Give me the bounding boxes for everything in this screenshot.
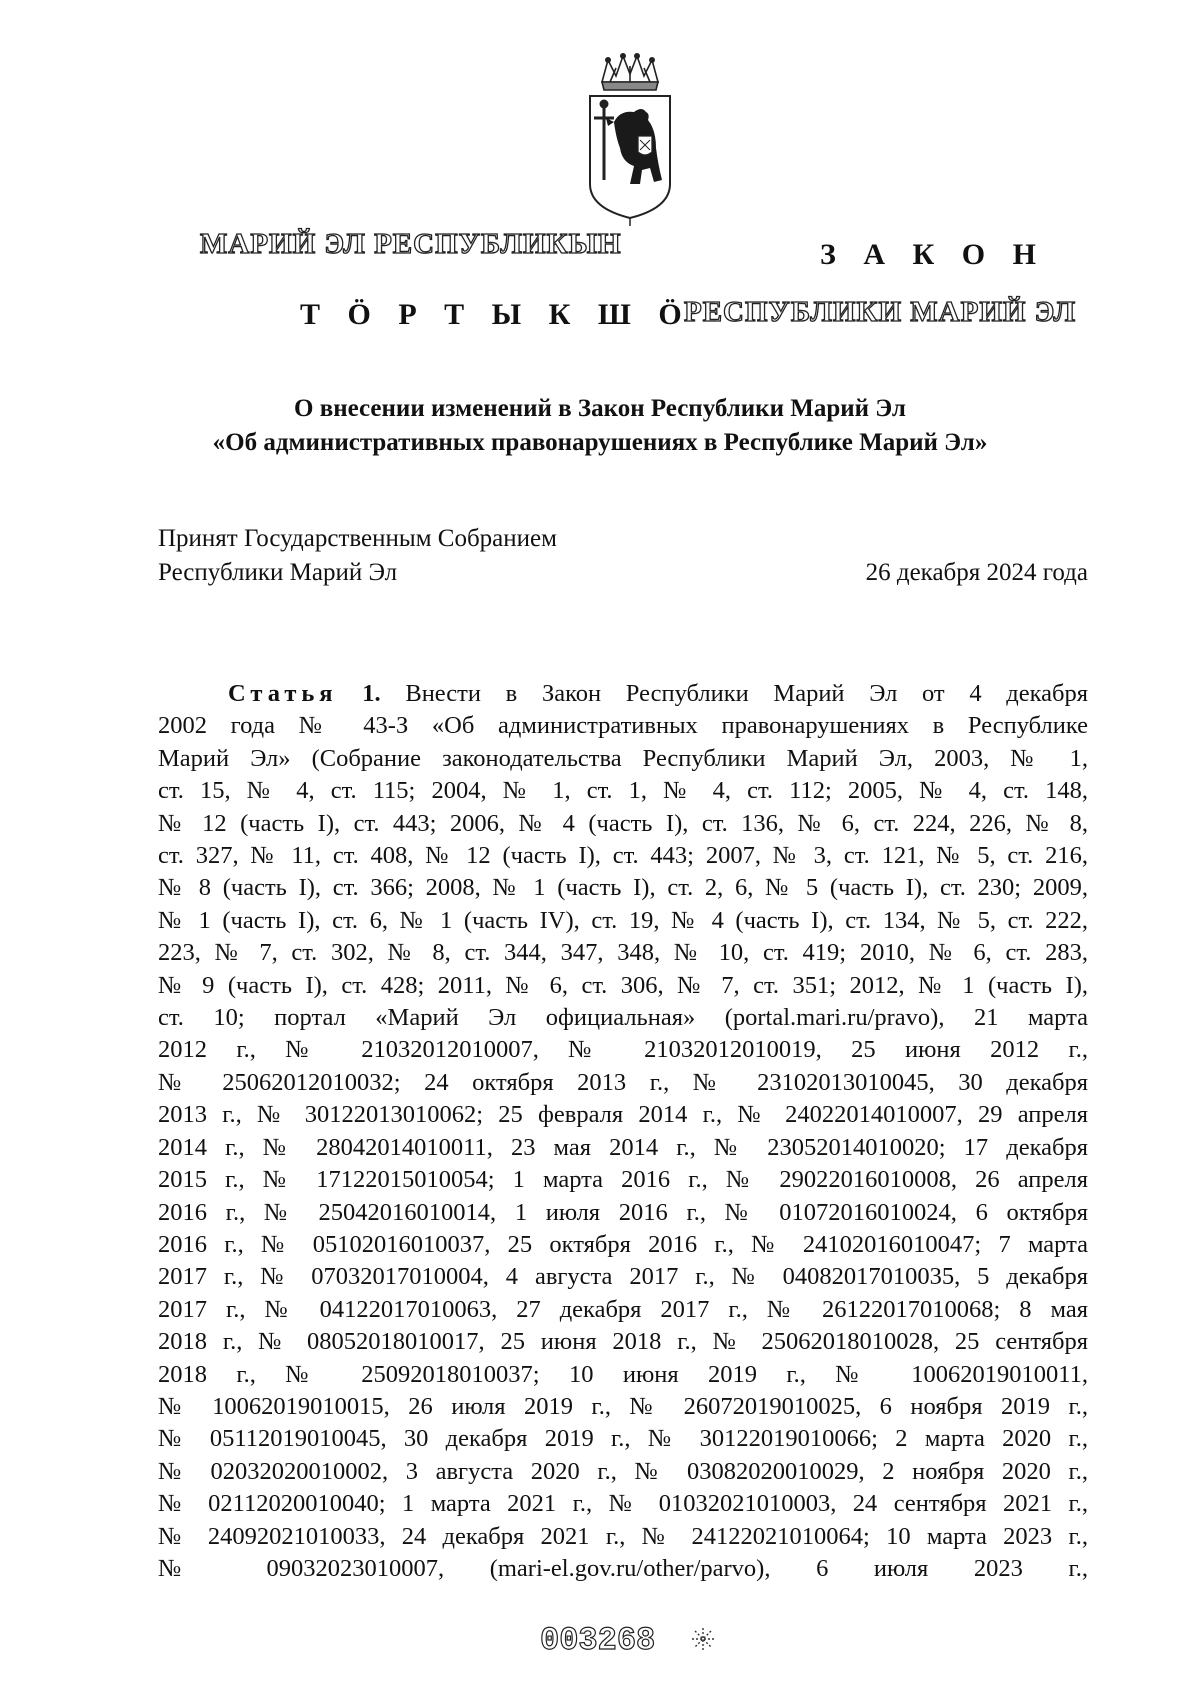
article-line: Статья 1. Внести в Закон Республики Марий Эл от 4 декабря (228, 680, 1089, 707)
article-line: 2015 г., № 17122015010054; 1 марта 2016 г., № 29022016010008, 26 апреля (158, 1166, 1088, 1194)
article-line: № 1 (часть I), ст. 6, № 1 (часть IV), ст. 19, № 4 (часть I), ст. 134, № 5, ст. 222, (158, 906, 1088, 934)
small-shield-icon (638, 136, 652, 155)
article-line: № 24092021010033, 24 декабря 2021 г., № 24122021010064; 10 марта 2023 г., (158, 1522, 1088, 1550)
article-line: ст. 327, № 11, ст. 408, № 12 (часть I), ст. 443; 2007, № 3, ст. 121, № 5, ст. 216, (158, 842, 1088, 870)
adopted-line1: Принят Государственным Собранием (158, 525, 557, 552)
adopted-statement (158, 522, 557, 590)
article-line: 223, № 7, ст. 302, № 8, ст. 344, 347, 348, № 10, ст. 419; 2010, № 6, ст. 283, (158, 939, 1088, 967)
article-line: № 9 (часть I), ст. 428; 2011, № 6, ст. 306, № 7, ст. 351; 2012, № 1 (часть I), (158, 971, 1088, 999)
article-line: Марий Эл» (Собрание законодательства Республики Марий Эл, 2003, № 1, (158, 744, 1088, 772)
article-1 (158, 678, 1088, 1585)
law-title-line1: О внесении изменений в Закон Республики Марий Эл (294, 395, 906, 422)
article-line: № 05112019010045, 30 декабря 2019 г., № 30122019010066; 2 марта 2020 г., (158, 1425, 1088, 1453)
adopted-line2: Республики Марий Эл (158, 559, 398, 586)
article-line: 2017 г., № 04122017010063, 27 декабря 2017 г., № 26122017010068; 8 мая (158, 1295, 1088, 1323)
law-title (150, 392, 1050, 460)
article-line: № 12 (часть I), ст. 443; 2006, № 4 (часть I), ст. 136, № 6, ст. 224, 226, № 8, (158, 809, 1088, 837)
article-line: № 02112020010040; 1 марта 2021 г., № 01032021010003, 24 сентября 2021 г., (158, 1490, 1088, 1518)
coat-of-arms-emblem (580, 52, 680, 232)
article-line: № 02032020010002, 3 августа 2020 г., № 03082020010029, 2 ноября 2020 г., (158, 1457, 1088, 1485)
article-line: 2018 г., № 25092018010037; 10 июня 2019 г., № 10062019010011, (158, 1360, 1088, 1388)
article-line: 2014 г., № 28042014010011, 23 мая 2014 г., № 23052014010020; 17 декабря (158, 1133, 1088, 1161)
article-line: 2017 г., № 07032017010004, 4 августа 2017 г., № 04082017010035, 5 декабря (158, 1263, 1088, 1291)
article-line: № 09032023010007, (mari-el.gov.ru/other/parvo), 6 июля 2023 г., (158, 1554, 1088, 1582)
article-label: Статья (228, 680, 338, 707)
article-line: № 25062012010032; 24 октября 2013 г., № 23102013010045, 30 декабря (158, 1068, 1088, 1096)
header-mari-line2: Т Ö Р Т Ы К Ш Ö (300, 298, 692, 331)
header-mari-line1: МАРИЙ ЭЛ РЕСПУБЛИКЫН (200, 228, 622, 260)
article-number: 1. (362, 680, 381, 707)
article-line: 2018 г., № 08052018010017, 25 июня 2018 г., № 25062018010028, 25 сентября (158, 1328, 1088, 1356)
adopted-date: 26 декабря 2024 года (865, 559, 1088, 586)
article-line: № 8 (часть I), ст. 366; 2008, № 1 (часть I), ст. 2, 6, № 5 (часть I), ст. 230; 2009, (158, 874, 1088, 902)
article-line: 2012 г., № 21032012010007, № 21032012010019, 25 июня 2012 г., (158, 1036, 1088, 1064)
decorative-star-icon (690, 1626, 716, 1652)
crown-icon (602, 54, 658, 90)
header-ru-line1: З А К О Н (820, 238, 1046, 271)
article-line: 2016 г., № 25042016010014, 1 июля 2016 г., № 01072016010024, 6 октября (158, 1198, 1088, 1226)
article-line: ст. 10; портал «Марий Эл официальная» (portal.mari.ru/pravo), 21 марта (158, 1004, 1088, 1032)
law-title-line2: «Об административных правонарушениях в Республике Марий Эл» (212, 429, 988, 456)
document-serial-number: 003268 (540, 1622, 656, 1659)
header-ru-line2: РЕСПУБЛИКИ МАРИЙ ЭЛ (684, 296, 1077, 328)
article-line: 2013 г., № 30122013010062; 25 февраля 2014 г., № 24022014010007, 29 апреля (158, 1101, 1088, 1129)
article-line: 2016 г., № 05102016010037, 25 октября 2016 г., № 24102016010047; 7 марта (158, 1230, 1088, 1258)
article-line: № 10062019010015, 26 июля 2019 г., № 26072019010025, 6 ноября 2019 г., (158, 1392, 1088, 1420)
article-line: ст. 15, № 4, ст. 115; 2004, № 1, ст. 1, № 4, ст. 112; 2005, № 4, ст. 148, (158, 777, 1088, 805)
article-line: 2002 года № 43-З «Об административных правонарушениях в Республике (158, 712, 1088, 740)
